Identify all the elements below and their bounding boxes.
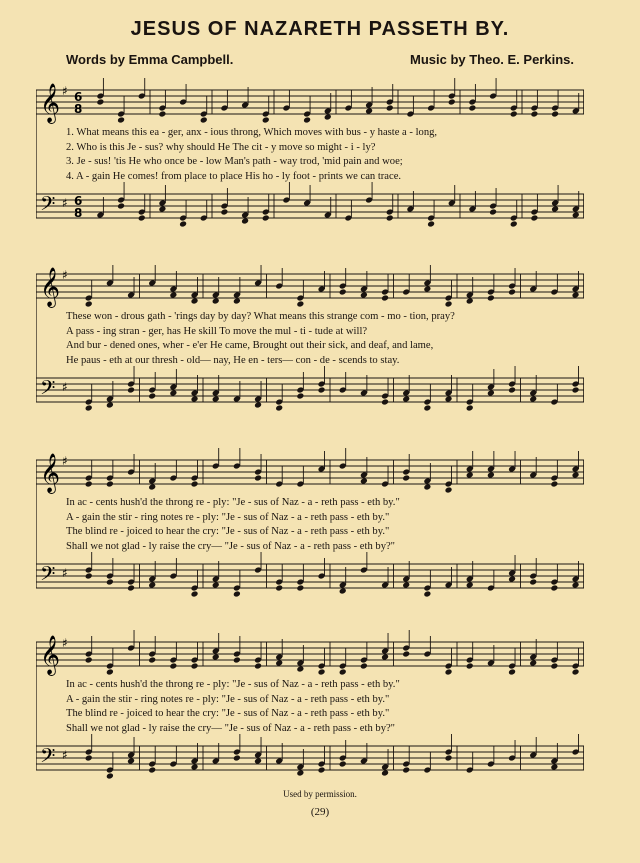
bass-clef: 𝄢 xyxy=(40,192,56,220)
note-head xyxy=(489,209,497,216)
note-head xyxy=(360,478,368,485)
note-head xyxy=(510,221,518,228)
note-head xyxy=(106,481,114,488)
note-head xyxy=(106,773,114,780)
note-head xyxy=(423,591,431,598)
hymn-title: JESUS OF NAZARETH PASSETH BY. xyxy=(130,18,510,40)
note-head xyxy=(85,481,93,488)
note-head xyxy=(262,117,270,124)
note-head xyxy=(445,755,453,762)
note-head xyxy=(386,105,394,112)
note-head xyxy=(572,212,580,219)
note-head xyxy=(212,654,220,661)
note-head xyxy=(402,396,410,403)
note-head xyxy=(572,669,580,676)
key-sharp: ♯ xyxy=(62,636,68,650)
note-head xyxy=(148,484,156,491)
lyric-line: In ac - cents hush'd the throng re - ply: "Je - sus of Naz - a - reth pass - eth by." xyxy=(66,497,400,508)
note-head xyxy=(233,298,241,305)
note-head xyxy=(106,669,114,676)
lyric-line: Shall we not glad - ly raise the cry— "Je - sus of Naz - a - reth pass - eth by?" xyxy=(66,540,396,552)
note-head xyxy=(339,588,347,595)
note-head xyxy=(466,298,474,305)
lyric-line: And bur - dened ones, wher - e'er He came, Brought out their sick, and deaf, and lame, xyxy=(66,340,434,352)
note-head xyxy=(179,221,187,228)
note-head xyxy=(85,573,93,580)
time-signature-top: 6 xyxy=(74,194,83,208)
lyrics-block xyxy=(66,310,586,368)
note-head xyxy=(296,770,304,777)
note-head xyxy=(448,99,456,106)
lyric-line: Shall we not glad - ly raise the cry— "Je - sus of Naz - a - reth pass - eth by?" xyxy=(66,722,396,734)
lyrics-block xyxy=(66,678,586,736)
note-head xyxy=(466,663,474,670)
note-head xyxy=(85,405,93,412)
lyrics-block xyxy=(66,496,586,554)
note-head xyxy=(508,669,516,676)
note-head xyxy=(241,218,249,225)
note-head xyxy=(381,399,389,406)
note-head xyxy=(423,484,431,491)
note-head xyxy=(117,117,125,124)
note-head xyxy=(468,105,476,112)
time-signature-bottom: 8 xyxy=(74,206,83,220)
note-head xyxy=(550,663,558,670)
note-head xyxy=(106,402,114,409)
lyric-line: The blind re - joiced to hear the cry: "Je - sus of Naz - a - reth pass - eth by." xyxy=(66,708,390,720)
note-head xyxy=(466,405,474,412)
note-head xyxy=(529,660,537,667)
permission-note: Used by permission. xyxy=(283,789,357,799)
note-head xyxy=(339,289,347,296)
note-head xyxy=(466,582,474,589)
lyrics-block xyxy=(66,126,586,184)
note-head xyxy=(254,475,262,482)
key-sharp: ♯ xyxy=(62,454,68,468)
bass-clef: 𝄢 xyxy=(40,376,56,404)
note-head xyxy=(551,206,559,213)
note-head xyxy=(318,767,326,774)
note-head xyxy=(550,585,558,592)
lyric-line: A - gain the stir - ring notes re - ply: "Je - sus of Naz - a - reth pass - eth by." xyxy=(66,511,390,523)
note-head xyxy=(191,764,199,771)
note-head xyxy=(381,295,389,302)
note-head xyxy=(85,657,93,664)
lyric-line: 1. What means this ea - ger, anx - ious throng, Which moves with bus - y haste a - long, xyxy=(66,127,438,138)
key-sharp: ♯ xyxy=(62,566,68,580)
note-head xyxy=(138,215,146,222)
lyric-line: These won - drous gath - 'rings day by day? What means this strange com - mo - tion, pray? xyxy=(66,311,455,322)
lyric-line: In ac - cents hush'd the throng re - ply: "Je - sus of Naz - a - reth pass - eth by." xyxy=(66,679,400,690)
note-head xyxy=(381,770,389,777)
note-head xyxy=(191,663,199,670)
lyric-line: 3. Je - sus! 'tis He who once be - low Man's path - way trod, 'mid pain and woe; xyxy=(66,156,403,168)
key-sharp: ♯ xyxy=(62,84,68,98)
note-head xyxy=(339,669,347,676)
words-credit: Words by Emma Campbell. xyxy=(66,52,234,67)
note-head xyxy=(169,390,177,397)
note-head xyxy=(233,591,241,598)
note-head xyxy=(233,657,241,664)
note-head xyxy=(254,402,262,409)
key-sharp: ♯ xyxy=(62,196,68,210)
note-head xyxy=(148,657,156,664)
bass-clef: 𝄢 xyxy=(40,562,56,590)
note-head xyxy=(508,576,516,583)
note-head xyxy=(423,286,431,293)
note-head xyxy=(529,579,537,586)
lyric-line: 2. Who is this Je - sus? why should He The cit - y move so might - i - ly? xyxy=(66,141,376,153)
note-head xyxy=(487,472,495,479)
page-number: (29) xyxy=(310,806,330,818)
treble-clef: 𝄞 xyxy=(40,635,61,675)
note-head xyxy=(572,472,580,479)
note-head xyxy=(106,579,114,586)
note-head xyxy=(169,292,177,299)
note-head xyxy=(127,585,135,592)
note-head xyxy=(529,396,537,403)
note-head xyxy=(386,215,394,222)
note-head xyxy=(96,99,104,106)
note-head xyxy=(127,758,135,765)
note-head xyxy=(275,405,283,412)
time-signature-bottom: 8 xyxy=(74,102,83,116)
treble-clef: 𝄞 xyxy=(40,453,61,493)
note-head xyxy=(127,387,135,394)
note-head xyxy=(508,387,516,394)
note-head xyxy=(275,660,283,667)
note-head xyxy=(158,111,166,118)
music-credit: Music by Theo. E. Perkins. xyxy=(410,52,574,67)
note-head xyxy=(200,117,208,124)
lyric-line: He paus - eth at our thresh - old— nay, He en - ters— con - de - scends to stay. xyxy=(66,354,400,366)
note-head xyxy=(487,295,495,302)
note-head xyxy=(233,755,241,762)
note-head xyxy=(360,663,368,670)
note-head xyxy=(296,301,304,308)
note-head xyxy=(191,298,199,305)
note-head xyxy=(365,108,373,115)
treble-clef: 𝄞 xyxy=(40,83,61,123)
note-head xyxy=(191,591,199,598)
note-head xyxy=(445,396,453,403)
note-head xyxy=(572,387,580,394)
note-head xyxy=(296,666,304,673)
note-head xyxy=(191,481,199,488)
note-head xyxy=(169,663,177,670)
bass-clef: 𝄢 xyxy=(40,744,56,772)
note-head xyxy=(117,203,125,210)
note-head xyxy=(510,111,518,118)
note-head xyxy=(445,487,453,494)
treble-clef: 𝄞 xyxy=(40,267,61,307)
note-head xyxy=(402,582,410,589)
key-sharp: ♯ xyxy=(62,268,68,282)
note-head xyxy=(85,301,93,308)
note-head xyxy=(191,396,199,403)
note-head xyxy=(551,111,559,118)
note-head xyxy=(212,298,220,305)
note-head xyxy=(402,651,410,658)
note-head xyxy=(381,654,389,661)
note-head xyxy=(148,582,156,589)
note-head xyxy=(220,209,228,216)
note-head xyxy=(360,292,368,299)
note-head xyxy=(572,582,580,589)
note-head xyxy=(550,481,558,488)
note-head xyxy=(423,405,431,412)
note-head xyxy=(303,117,311,124)
note-head xyxy=(212,396,220,403)
lyric-line: A pass - ing stran - ger, has He skill To move the mul - ti - tude at will? xyxy=(66,325,368,337)
time-signature-top: 6 xyxy=(74,90,83,104)
note-head xyxy=(402,767,410,774)
lyric-line: The blind re - joiced to hear the cry: "Je - sus of Naz - a - reth pass - eth by." xyxy=(66,526,390,538)
note-head xyxy=(530,111,538,118)
note-head xyxy=(427,221,435,228)
note-head xyxy=(572,292,580,299)
note-head xyxy=(339,761,347,768)
note-head xyxy=(508,289,516,296)
note-head xyxy=(296,393,304,400)
lyric-line: 4. A - gain He comes! from place to place His ho - ly foot - prints we can trace. xyxy=(66,170,402,182)
note-head xyxy=(445,669,453,676)
note-head xyxy=(212,582,220,589)
note-head xyxy=(318,387,326,394)
note-head xyxy=(158,206,166,213)
note-head xyxy=(530,215,538,222)
note-head xyxy=(148,393,156,400)
note-head xyxy=(487,390,495,397)
note-head xyxy=(550,764,558,771)
note-head xyxy=(445,301,453,308)
note-head xyxy=(148,767,156,774)
note-head xyxy=(85,755,93,762)
key-sharp: ♯ xyxy=(62,380,68,394)
note-head xyxy=(254,663,262,670)
note-head xyxy=(275,585,283,592)
note-head xyxy=(318,669,326,676)
key-sharp: ♯ xyxy=(62,748,68,762)
note-head xyxy=(402,475,410,482)
note-head xyxy=(254,758,262,765)
note-head xyxy=(296,585,304,592)
note-head xyxy=(262,215,270,222)
lyric-line: A - gain the stir - ring notes re - ply: "Je - sus of Naz - a - reth pass - eth by." xyxy=(66,693,390,705)
note-head xyxy=(324,114,332,121)
note-head xyxy=(466,472,474,479)
